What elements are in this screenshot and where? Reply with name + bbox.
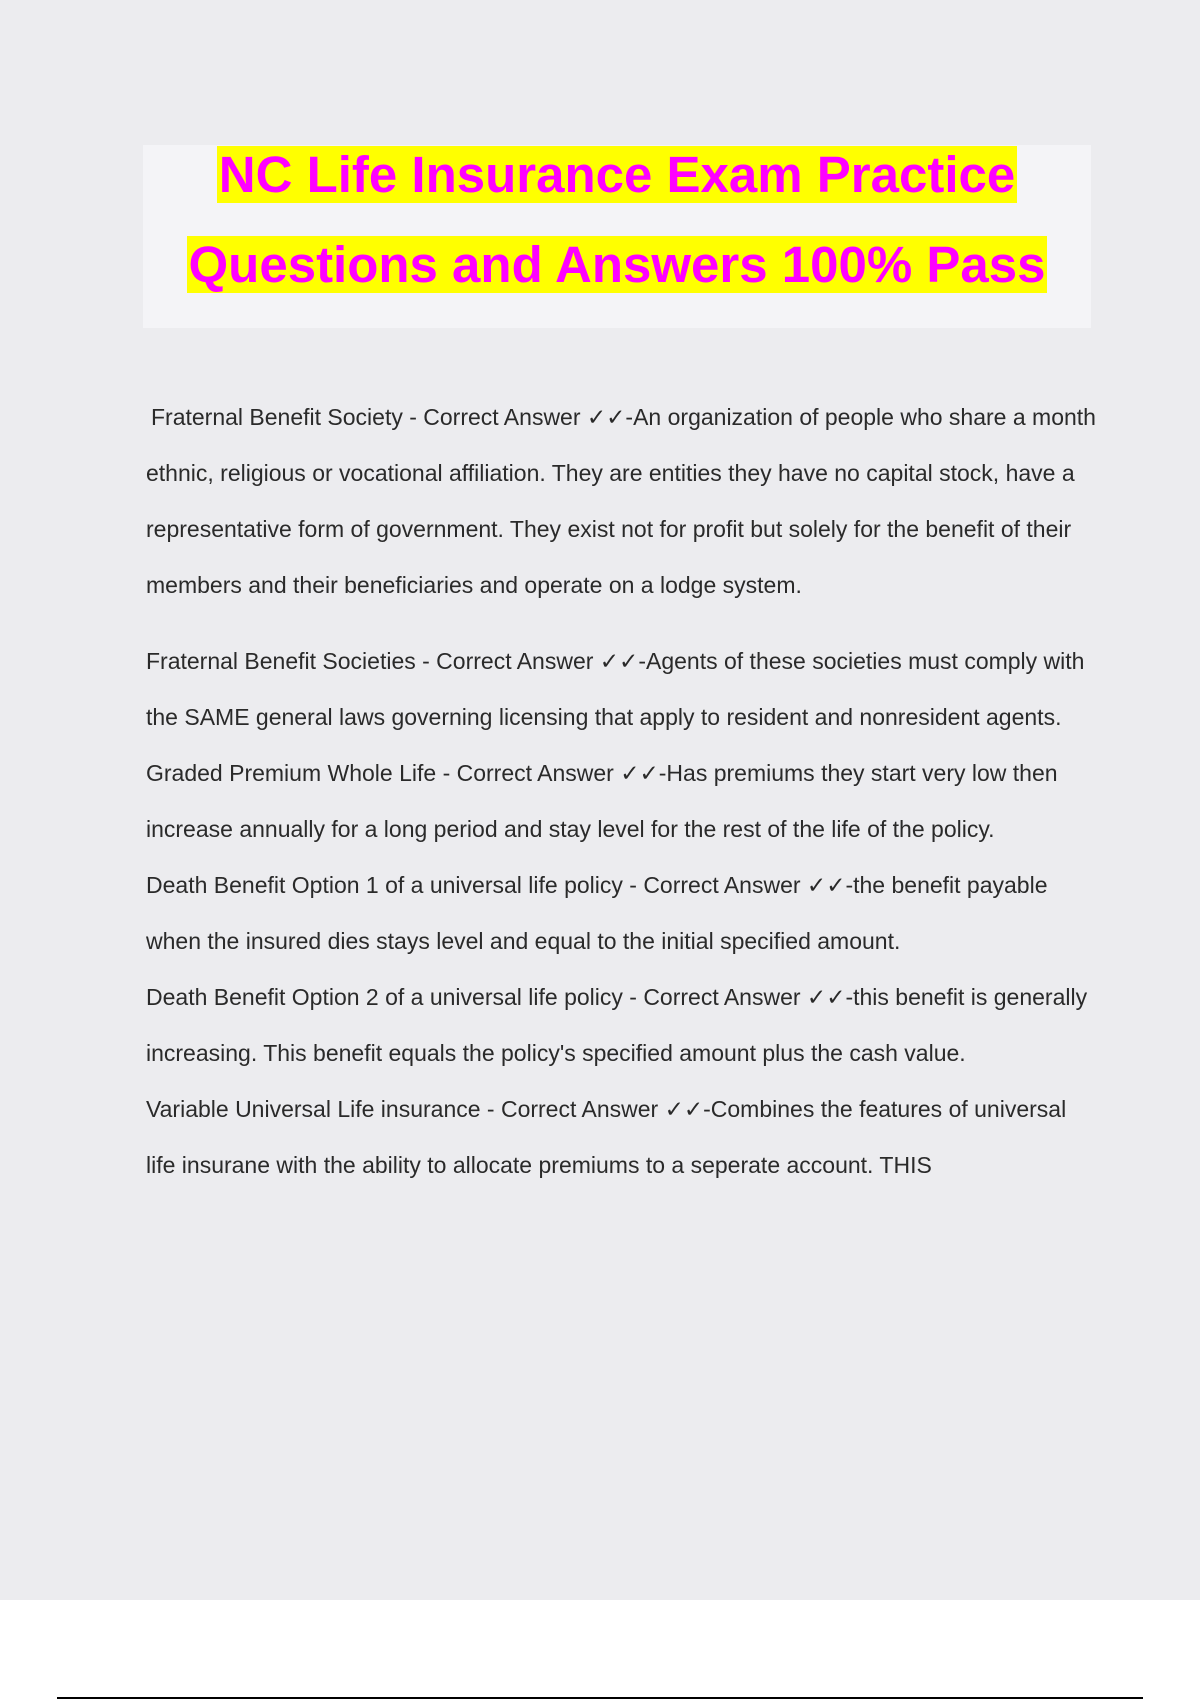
title-line-1-text: NC Life Insurance Exam Practice: [218, 146, 1016, 203]
qa-entry: Fraternal Benefit Societies - Correct Answer ✓✓-Agents of these societies must comply with the SAME general laws governing licensing that apply to resident and nonresident agents.: [146, 648, 1085, 730]
title-line-2: [143, 235, 1091, 295]
qa-entry: Fraternal Benefit Society - Correct Answer ✓✓-An organization of people who share a month ethnic, religious or vocational affiliation. They are entities they have no capital stock, have a representative form of government. They exist not for profit but solely for the benefit of their members and their beneficiaries and operate on a lodge system.: [146, 404, 1096, 598]
qa-entry: Death Benefit Option 2 of a universal life policy - Correct Answer ✓✓-this benefit is generally increasing. This benefit equals the policy's specified amount plus the cash value.: [146, 984, 1088, 1066]
qa-entry: Graded Premium Whole Life - Correct Answer ✓✓-Has premiums they start very low then increase annually for a long period and stay level for the rest of the life of the policy.: [146, 760, 1058, 842]
title-block: [143, 145, 1091, 328]
title-line-1: [143, 145, 1091, 205]
qa-list: [146, 389, 1096, 1193]
footer-divider: [57, 1697, 1143, 1699]
qa-entry: Variable Universal Life insurance - Correct Answer ✓✓-Combines the features of universal life insurane with the ability to allocate premiums to a seperate account. THIS: [146, 1096, 1067, 1178]
qa-entry: Death Benefit Option 1 of a universal life policy - Correct Answer ✓✓-the benefit payable when the insured dies stays level and equal to the initial specified amount.: [146, 872, 1048, 954]
title-line-2-text: Questions and Answers 100% Pass: [188, 236, 1046, 293]
